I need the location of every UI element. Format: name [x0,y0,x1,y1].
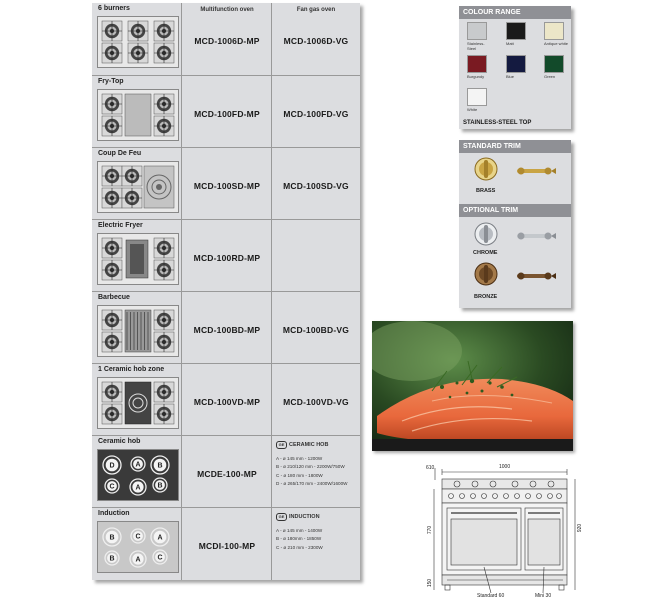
row-title: Ceramic hob [98,438,141,445]
product-table [92,3,360,580]
swatch-chip [506,22,526,40]
swatch-chip [506,55,526,73]
standard-trim-title: STANDARD TRIM [459,140,571,153]
model-fan-gas: MCD-100VD-VG [283,397,349,407]
svg-text:A: A [157,534,163,542]
cooktop-thumbnail-icon [97,521,179,573]
cooktop-thumbnail-icon [97,233,179,285]
model-fan-gas: MCD-100SD-VG [283,181,349,191]
row-title: Induction [98,510,130,517]
bronze-label: BRONZE [474,294,498,300]
oven-mini-label: Mini 30 [535,593,552,599]
spec-line: C - ø 210 mm - 2300W [276,544,323,550]
chrome-handle-icon [515,229,557,239]
spec-line: B - ø 210/120 mm - 2200W/750W [276,464,345,470]
table-row [92,363,360,436]
header-fan-gas-oven: Fan gas oven [296,7,336,13]
induction-spec-list [276,513,358,552]
top-dimension: 610 [426,465,435,471]
row-title: Fry-Top [98,78,124,85]
cooktop-thumbnail-icon [97,161,179,213]
swatch-label: Stainless-Steel [467,41,485,51]
table-row [92,3,360,75]
row-title: Coup De Feu [98,150,142,157]
svg-text:D: D [109,462,115,470]
table-row [92,219,360,292]
svg-text:A: A [135,556,141,564]
model-multifunction: MCD-1006D-MP [194,36,260,46]
row-title: Electric Fryer [98,222,143,229]
spec-line: D - ø 265/170 mm - 2400W/1600W [276,480,348,486]
model-fan-gas: MCD-1006D-VG [283,36,349,46]
spec-line: A - ø 145 mm - 1400W [276,528,323,534]
colour-swatch [467,55,493,79]
colour-range-title: COLOUR RANGE [459,6,571,19]
technical-drawing [425,463,590,602]
right-height-dimension: 920 [577,523,584,533]
colour-range-panel [459,6,571,129]
model-multifunction: MCD-100RD-MP [193,253,261,263]
brass-handle-icon [515,164,557,174]
brand-badge-icon: GE [276,513,287,521]
header-multifunction-oven: Multifunction oven [200,7,254,13]
chrome-knob [474,222,498,251]
spec-heading [276,441,358,449]
spec-heading-text: CERAMIC HOB [289,442,329,448]
swatch-label: Green [544,74,556,79]
colour-swatch [467,88,493,112]
chrome-label: CHROME [473,250,498,256]
model-multifunction: MCD-100FD-MP [194,109,260,119]
table-row [92,435,360,508]
model-fan-gas: MCD-100FD-VG [283,109,349,119]
width-dimension: 1000 [499,464,511,470]
svg-text:B: B [109,534,115,542]
swatch-chip [467,22,487,40]
model-multifunction: MCDI-100-MP [198,541,256,551]
bronze-handle-icon [515,269,557,279]
row-title: 6 burners [98,5,130,12]
cooktop-thumbnail-icon [97,449,179,501]
salmon-photo [372,321,573,451]
model-multifunction: MCD-100VD-MP [193,397,261,407]
table-row [92,75,360,148]
swatch-chip [467,88,487,106]
swatch-label: White [467,107,478,112]
cooktop-thumbnail-icon [97,89,179,141]
colour-swatch [506,55,532,79]
colour-swatch [544,22,570,46]
colour-swatch [544,55,570,79]
spec-line: A - ø 145 mm - 1200W [276,456,323,462]
colour-swatch [506,22,532,46]
svg-text:B: B [109,555,115,563]
swatch-label: Matt [506,41,514,46]
spec-line: C - ø 180 mm - 1800W [276,472,323,478]
table-row [92,147,360,220]
oven-standard-label: Standard 60 [477,593,505,599]
spec-heading [276,513,358,521]
svg-text:C: C [135,533,141,541]
ceramic-spec-list [276,441,358,488]
spec-line: B - ø 180mm - 1850W [276,536,322,542]
swatch-chip [544,55,564,73]
brand-badge-icon: GE [276,441,287,449]
svg-text:A: A [135,484,141,492]
stainless-steel-top-label: STAINLESS-STEEL TOP [463,120,532,126]
brass-label: BRASS [476,188,496,194]
swatch-label: Antique white [544,41,569,46]
svg-text:C: C [109,483,115,491]
svg-text:B: B [157,462,163,470]
svg-text:B: B [157,482,163,490]
row-title: Barbecue [98,294,130,301]
cooktop-thumbnail-icon [97,305,179,357]
swatch-label: Blue [506,74,515,79]
swatch-chip [467,55,487,73]
model-multifunction: MCDE-100-MP [197,469,257,479]
cooktop-thumbnail-icon [97,377,179,429]
left-height-dimension: 770 [427,525,434,535]
model-multifunction: MCD-100BD-MP [193,325,261,335]
swatch-chip [544,22,564,40]
table-row [92,507,360,580]
row-title: 1 Ceramic hob zone [98,366,165,373]
bronze-knob [474,262,498,291]
spec-heading-text: INDUCTION [289,514,320,520]
brass-knob [474,157,498,186]
table-row [92,291,360,364]
cooktop-thumbnail-icon [97,16,179,68]
svg-text:A: A [135,461,141,469]
model-multifunction: MCD-100SD-MP [193,181,261,191]
colour-swatch [467,22,493,51]
optional-trim-title: OPTIONAL TRIM [459,204,571,217]
swatch-label: Burgundy [467,74,485,79]
trim-panel [459,140,571,308]
bottom-dimension: 150 [427,578,434,588]
model-fan-gas: MCD-100BD-VG [282,325,350,335]
svg-text:C: C [157,554,163,562]
